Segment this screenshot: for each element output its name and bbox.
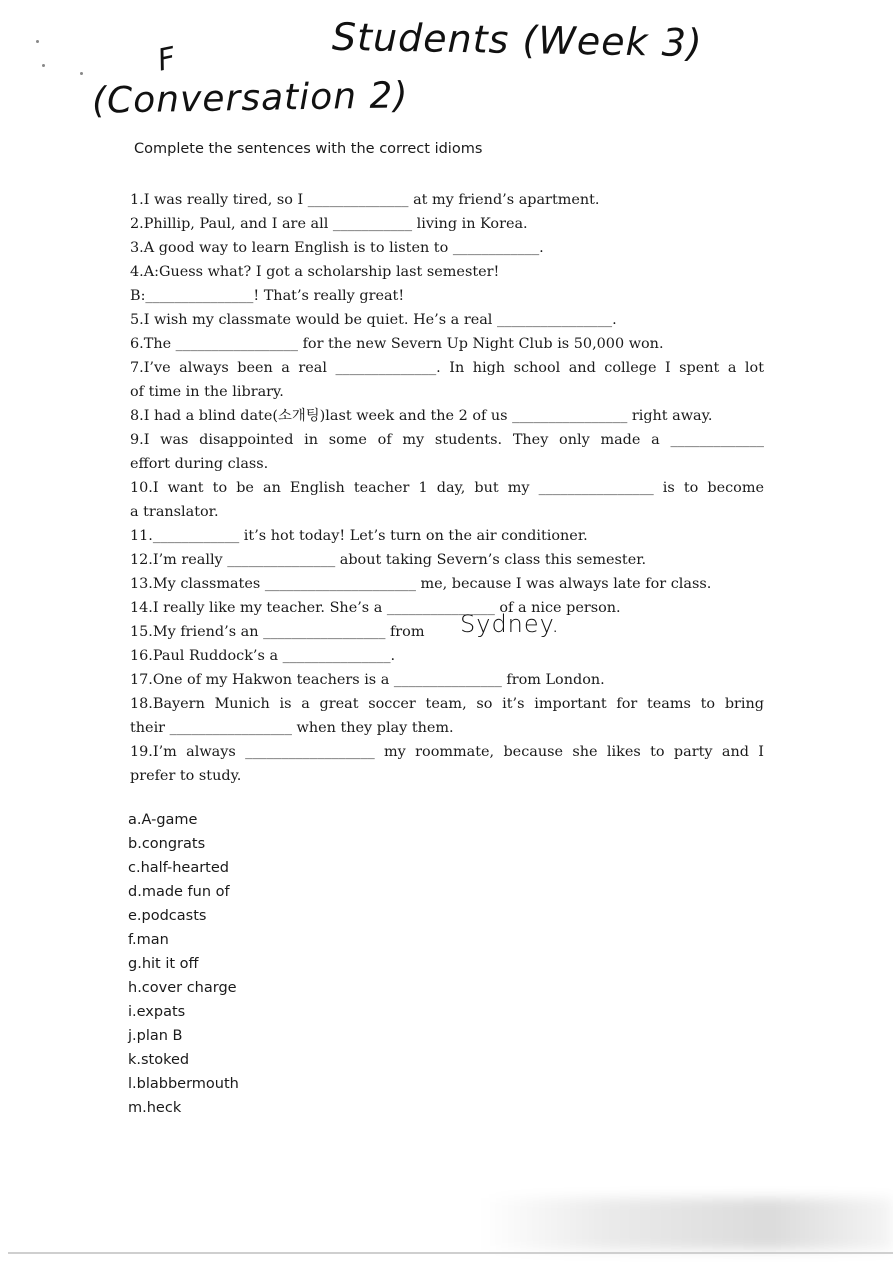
question-line: 15.My friend’s an _________________ from <box>130 624 425 640</box>
question-line: B:_______________! That’s really great! <box>130 288 405 304</box>
scan-speck <box>36 40 39 43</box>
option-item: g.hit it off <box>128 956 199 972</box>
question-line: 10.I want to be an English teacher 1 day, but my ________________ is to become <box>130 480 764 496</box>
question-line: a translator. <box>130 504 219 520</box>
question-line: 3.A good way to learn English is to listen to ____________. <box>130 240 544 256</box>
scan-smudge <box>480 1198 893 1250</box>
instructions: Complete the sentences with the correct idioms <box>134 141 483 157</box>
question-line: 18.Bayern Munich is a great soccer team, so it’s important for teams to bring <box>130 696 764 712</box>
question-line: 6.The _________________ for the new Severn Up Night Club is 50,000 won. <box>130 336 664 352</box>
handwritten-grade-mark: F <box>154 40 180 79</box>
question-line: 12.I’m really _______________ about taking Severn’s class this semester. <box>130 552 647 568</box>
scan-edge-line <box>8 1252 893 1254</box>
question-line: effort during class. <box>130 456 269 472</box>
option-item: f.man <box>128 932 169 948</box>
question-line: their _________________ when they play them. <box>130 720 454 736</box>
question-line: 13.My classmates _____________________ me, because I was always late for class. <box>130 576 712 592</box>
idiom-options-list <box>128 808 239 1120</box>
option-item: b.congrats <box>128 836 206 852</box>
option-item: h.cover charge <box>128 980 237 996</box>
handwritten-title: Students (Week 3) <box>331 14 704 66</box>
handwritten-subtitle: (Conversation 2) <box>91 75 409 122</box>
question-line: 4.A:Guess what? I got a scholarship last semester! <box>130 264 500 280</box>
option-item: a.A-game <box>128 812 198 828</box>
question-line: 5.I wish my classmate would be quiet. He’s a real ________________. <box>130 312 617 328</box>
question-line: 11.____________ it’s hot today! Let’s turn on the air conditioner. <box>130 528 588 544</box>
question-line: 17.One of my Hakwon teachers is a _______________ from London. <box>130 672 605 688</box>
option-item: c.half-hearted <box>128 860 229 876</box>
question-line: 7.I’ve always been a real ______________. In high school and college I spent a lot <box>130 360 764 376</box>
option-item: l.blabbermouth <box>128 1076 239 1092</box>
question-line: 19.I’m always __________________ my roommate, because she likes to party and I <box>130 744 764 760</box>
option-item: j.plan B <box>128 1028 183 1044</box>
question-line: 16.Paul Ruddock’s a _______________. <box>130 648 396 664</box>
handwritten-answer-15: Sydney. <box>460 610 561 638</box>
option-item: e.podcasts <box>128 908 207 924</box>
option-item: m.heck <box>128 1100 182 1116</box>
option-item: i.expats <box>128 1004 186 1020</box>
question-line: prefer to study. <box>130 768 242 784</box>
option-item: k.stoked <box>128 1052 190 1068</box>
question-list <box>130 188 764 788</box>
scan-speck <box>80 72 83 75</box>
question-line: 8.I had a blind date(소개팅)last week and the 2 of us ________________ right away. <box>130 408 713 424</box>
scan-speck <box>42 64 45 67</box>
question-line: 1.I was really tired, so I ______________ at my friend’s apartment. <box>130 192 600 208</box>
question-line: 9.I was disappointed in some of my students. They only made a _____________ <box>130 432 764 448</box>
option-item: d.made fun of <box>128 884 230 900</box>
question-line: 14.I really like my teacher. She’s a _______________ of a nice person. <box>130 600 621 616</box>
question-line: of time in the library. <box>130 384 284 400</box>
question-line: 2.Phillip, Paul, and I are all ___________ living in Korea. <box>130 216 528 232</box>
